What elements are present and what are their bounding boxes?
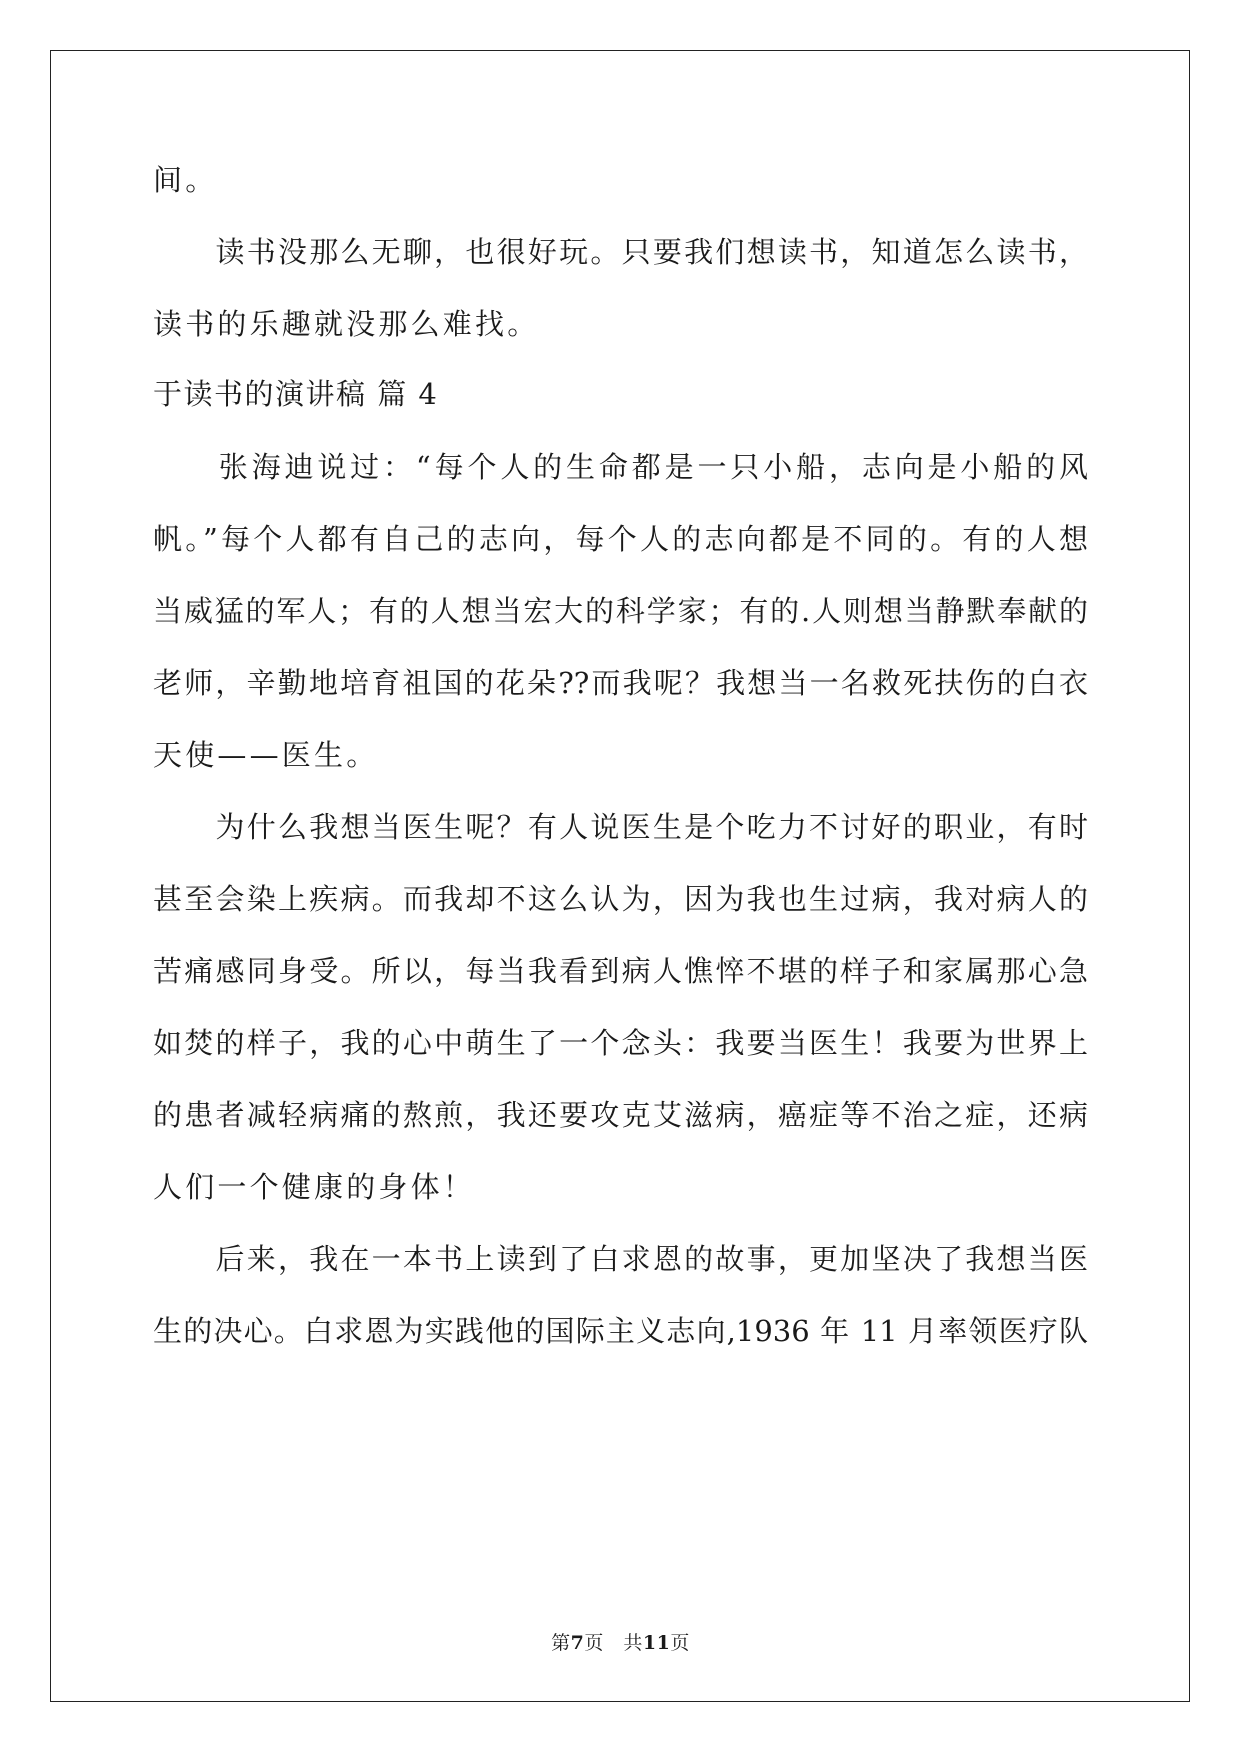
- text-line: 如焚的样子，我的心中萌生了一个念头：我要当医生！我要为世界上: [153, 1026, 1088, 1060]
- total-pages-number: 11: [642, 1632, 671, 1654]
- footer-prefix: 第: [551, 1632, 571, 1654]
- current-page-number: 7: [570, 1632, 585, 1654]
- text-line: 读书的乐趣就没那么难找。: [153, 307, 540, 341]
- text-line: 当威猛的军人；有的人想当宏大的科学家；有的.人则想当静默奉献的: [153, 594, 1088, 628]
- text-line: 甚至会染上疾病。而我却不这么认为，因为我也生过病，我对病人的: [153, 882, 1088, 916]
- text-line: 苦痛感同身受。所以，每当我看到病人憔悴不堪的样子和家属那心急: [153, 954, 1088, 988]
- text-line: 天使——医生。: [153, 738, 379, 772]
- text-line: 生的决心。白求恩为实践他的国际主义志向,1936 年 11 月率领医疗队: [153, 1314, 1088, 1348]
- text-line: 张海迪说过：“每个人的生命都是一只小船，志向是小船的风: [153, 450, 1088, 484]
- text-line: 读书没那么无聊，也很好玩。只要我们想读书，知道怎么读书，: [153, 235, 1088, 269]
- text-line: 人们一个健康的身体！: [153, 1170, 476, 1204]
- text-line: 为什么我想当医生呢？有人说医生是个吃力不讨好的职业，有时: [153, 810, 1088, 844]
- text-line: 的患者减轻病痛的熬煎，我还要攻克艾滋病，癌症等不治之症，还病: [153, 1098, 1088, 1132]
- text-line: 帆。”每个人都有自己的志向，每个人的志向都是不同的。有的人想: [153, 522, 1088, 556]
- text-line: 间。: [153, 163, 218, 197]
- footer-suffix: 页: [670, 1632, 690, 1654]
- footer-middle: 页 共: [584, 1632, 643, 1654]
- text-line: 老师，辛勤地培育祖国的花朵??而我呢？我想当一名救死扶伤的白衣: [153, 666, 1088, 700]
- text-line: 后来，我在一本书上读到了白求恩的故事，更加坚决了我想当医: [153, 1242, 1088, 1276]
- page-footer: [0, 1631, 1241, 1655]
- section-heading: 于读书的演讲稿 篇 4: [153, 377, 439, 411]
- page-border: [50, 50, 1190, 1702]
